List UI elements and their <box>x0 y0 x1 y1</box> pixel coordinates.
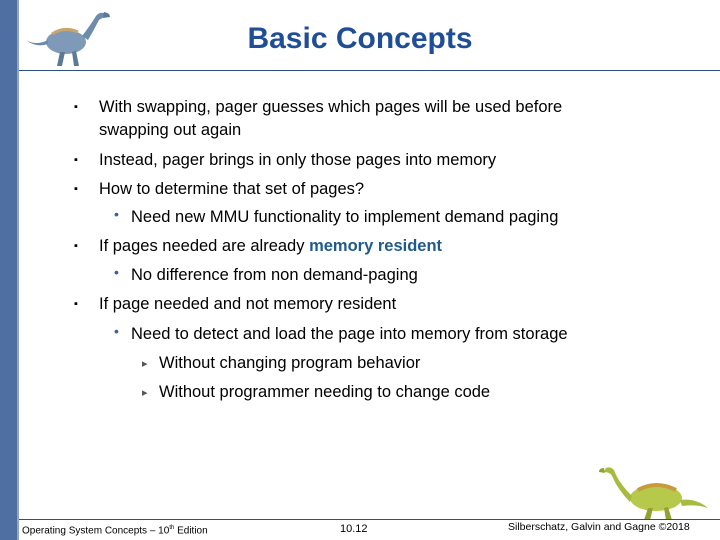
bullet-text-continued: swapping out again <box>99 121 242 139</box>
arrow-bullet-text: Without programmer needing to change code <box>159 383 491 401</box>
sub-bullet-marker: • <box>114 264 119 280</box>
footer-page-number: 10.12 <box>340 523 368 535</box>
sub-bullet-marker: • <box>114 323 119 339</box>
sub-bullet-text: Need new MMU functionality to implement demand paging <box>131 208 559 226</box>
footer-divider <box>19 519 720 520</box>
slide-title: Basic Concepts <box>247 22 473 55</box>
footer-book-superscript: th <box>169 525 175 531</box>
bullet-text: How to determine that set of pages? <box>99 180 365 198</box>
bullet-text: If page needed and not memory resident <box>99 295 397 313</box>
bullet-text: Instead, pager brings in only those pages into memory <box>99 151 497 169</box>
sub-bullet-text: Need to detect and load the page into memory from storage <box>131 325 568 343</box>
sub-bullet-marker: • <box>114 206 119 222</box>
footer-book-suffix: Edition <box>174 525 208 537</box>
bullet-marker: ▪ <box>74 101 78 113</box>
bullet-marker: ▪ <box>74 240 78 252</box>
bullet-marker: ▪ <box>74 154 78 166</box>
arrow-bullet-marker: ▸ <box>142 358 148 370</box>
bullet-marker: ▪ <box>74 183 78 195</box>
arrow-bullet-text: Without changing program behavior <box>159 354 421 372</box>
bullet-marker: ▪ <box>74 298 78 310</box>
footer-copyright: Silberschatz, Galvin and Gagne ©2018 <box>508 521 690 533</box>
bullet-text-prefix: If pages needed are already <box>99 237 310 255</box>
highlight-term: memory resident <box>309 237 443 255</box>
bullet-text <box>99 237 442 256</box>
footer-book-title <box>22 525 208 536</box>
sub-bullet-text: No difference from non demand-paging <box>131 266 418 284</box>
arrow-bullet-marker: ▸ <box>142 387 148 399</box>
bullet-text: With swapping, pager guesses which pages will be used before <box>99 98 563 116</box>
footer-book-prefix: Operating System Concepts – 10 <box>22 525 170 537</box>
